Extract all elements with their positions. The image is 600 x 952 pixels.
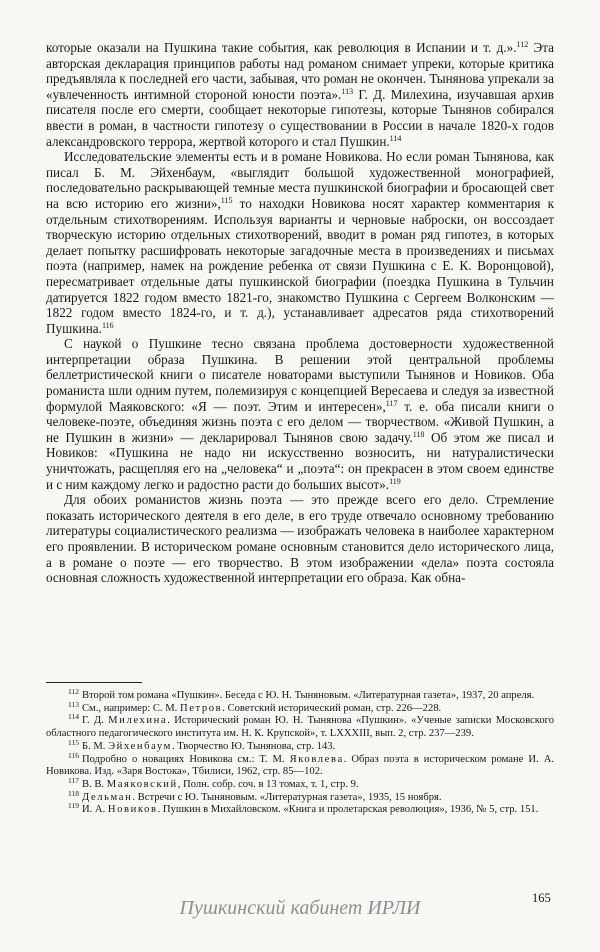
footnote-ref: 117 [385,398,398,408]
footnote [46,687,554,703]
text-segment: Подробно о новациях Новикова см.: Т. М. [81,753,290,765]
text-segment: то находки Новикова носят характер комментария к отдельным стихотворениям. Используя варианты и черновые наброски, он воссоздает творческую историю отдельных стихотворений, вводит в роман ряд гипотез, в которых делает попытку расшифровать некоторые загадочные места в произведениях и письмах поэта (например, намек на рождение ребенка от связи Пушкина с Е. К. Воронцовой), пересматривает отдельные даты пушкинской биографии (поездка Пушкина в Тульчин датируется 1822 годом вместо 1821-го, знакомство Пушкина с Сергеем Волконским — 1822 годом вместо 1824-го, и т. д.), устанавливает адресатов ряда стихотворений Пушкина. [46,195,554,336]
footnote [46,737,554,754]
text-segment: Об этом же писал и Новиков: «Пушкина не надо ни искусственно возносить, ни натуралистически уничтожать, расщепляя его на „человека“ и „поэта“: он прекрасен в этом своем единстве и с ним каждому легко и радостно расти до больших высот». [46,429,555,492]
text-segment: Г. Д. Милехина, изучавшая архив писателя после его смерти, сообщает некоторые гипотезы, которые Тынянов собирался ввести в роман, в частности гипотезу о существовании в России в начале 1820-х годов александровского террора, жертвой которого и стал Пушкин. [46,86,554,149]
author-name: Маяковский [106,778,178,790]
watermark: Пушкинский кабинет ИРЛИ [179,897,421,919]
text-segment: Эта авторская декларация принципов работы над романом снимает упреки, которые критика предъявляла к последней его части, забывая, что роман не окончен. Тынянова упрекали за «увлеченность интимной стороной юности поэта». [46,40,554,102]
text-segment: . Советский исторический роман, стр. 226—228. [222,702,442,714]
footnote-ref: 115 [220,195,233,205]
text-segment: . Исторический роман Ю. Н. Тынянова «Пушкин». «Ученые записки Московского областного педагогического института им. Н. К. Крупской», т. LXXXIII, вып. 2, стр. 237—239. [46,715,555,740]
footnote-number: 117 [68,775,79,785]
author-name: Яковлева [289,753,344,765]
paragraph [46,40,554,149]
footnote [46,699,554,716]
page-number: 165 [532,891,551,905]
footnote-ref: 112 [516,40,529,49]
footnote [46,801,554,817]
footnotes [46,687,555,817]
text-segment: Для обоих романистов жизнь поэта — это прежде всего его дело. Стремление показать исторического деятеля в его деле, в его труде отвечало основному требованию литературы социалистического реализма — изображать человека в наиболее характерном его проявлении. В историческом романе основным становится дело исторического лица, а в романе о поэте — его творчество. В этом изображении «дела» поэта состояла основная сложность художественной интерпретации его образа. Как обна- [46,492,554,586]
text-segment: . Творчество Ю. Тынянова, стр. 143. [171,740,336,752]
footnote [46,775,554,792]
main-text [46,40,554,586]
paragraph [46,336,554,492]
paragraph [46,149,554,336]
author-name: Дельман [81,791,133,803]
text-segment: Б. М. [81,740,109,752]
footnote-ref: 116 [101,320,114,330]
footnote-number: 118 [68,788,79,798]
footnote [46,788,554,805]
paragraph [46,492,554,586]
text-segment: В. В. [81,778,107,790]
text-segment: И. А. [81,804,108,816]
footnote [46,750,554,779]
footnote-number: 112 [68,687,79,696]
text-segment: т. е. оба писали книги о человеке-поэте, объединяя жизнь поэта с его делом — творчеством. «Живой Пушкин, а не Пушкин в жизни» — декларировал Тынянов свою задачу. [46,398,555,445]
text-segment: , Полн. собр. соч. в 13 томах, т. 1, стр. 9. [177,778,359,790]
author-name: Эйхенбаум [108,740,172,752]
footnote-number: 116 [68,750,79,760]
footnote-ref: 114 [389,133,402,143]
text-segment: которые оказали на Пушкина такие события, как революция в Испании и т. д.». [46,40,517,55]
footnote-number: 119 [68,801,79,811]
author-name: Петров [179,702,223,714]
footnote-ref: 119 [389,476,401,486]
text-segment: С наукой о Пушкине тесно связана проблема достоверности художественной интерпретации образа Пушкина. В решении этой центральной проблемы беллетристической книги о писателе новаторами выступили Тынянов и Новиков. Оба романиста шли одним путем, полемизируя с концепцией Вересаева и следуя за известной формулой Маяковского: «Я — поэт. Этим и интересен», [46,336,554,414]
footnote-separator [46,682,142,683]
text-segment: См., например: С. М. [81,702,180,714]
author-name: Милехина [108,715,168,727]
text-segment: Г. Д. [81,715,109,727]
text-segment: . Образ поэта в историческом романе И. А. Новикова. Изд. «Заря Востока», Тбилиси, 1962, стр. 85—102. [46,753,554,778]
text-segment: Исследовательские элементы есть и в романе Новикова. Но если роман Тынянова, как писал Б. М. Эйхенбаум, «выглядит большой художественной монографией, последовательно раскрывающей темные места пушкинской биографии и бросающей свет на всю историю его жизни», [46,149,554,211]
footnote [46,712,555,740]
footnote-number: 115 [68,737,79,747]
footnote-ref: 118 [412,429,425,439]
footnote-number: 114 [68,712,79,722]
text-segment: . Встречи с Ю. Тыняновым. «Литературная газета», 1935, 15 ноября. [132,791,442,803]
footnote-number: 113 [68,699,79,709]
author-name: Новиков [107,804,158,816]
text-segment: Второй том романа «Пушкин». Беседа с Ю. Н. Тыняновым. «Литературная газета», 1937, 20 апреля. [81,690,535,701]
text-segment: . Пушкин в Михайловском. «Книга и пролетарская революция», 1936, № 5, стр. 151. [157,804,539,816]
footnote-ref: 113 [341,86,354,96]
